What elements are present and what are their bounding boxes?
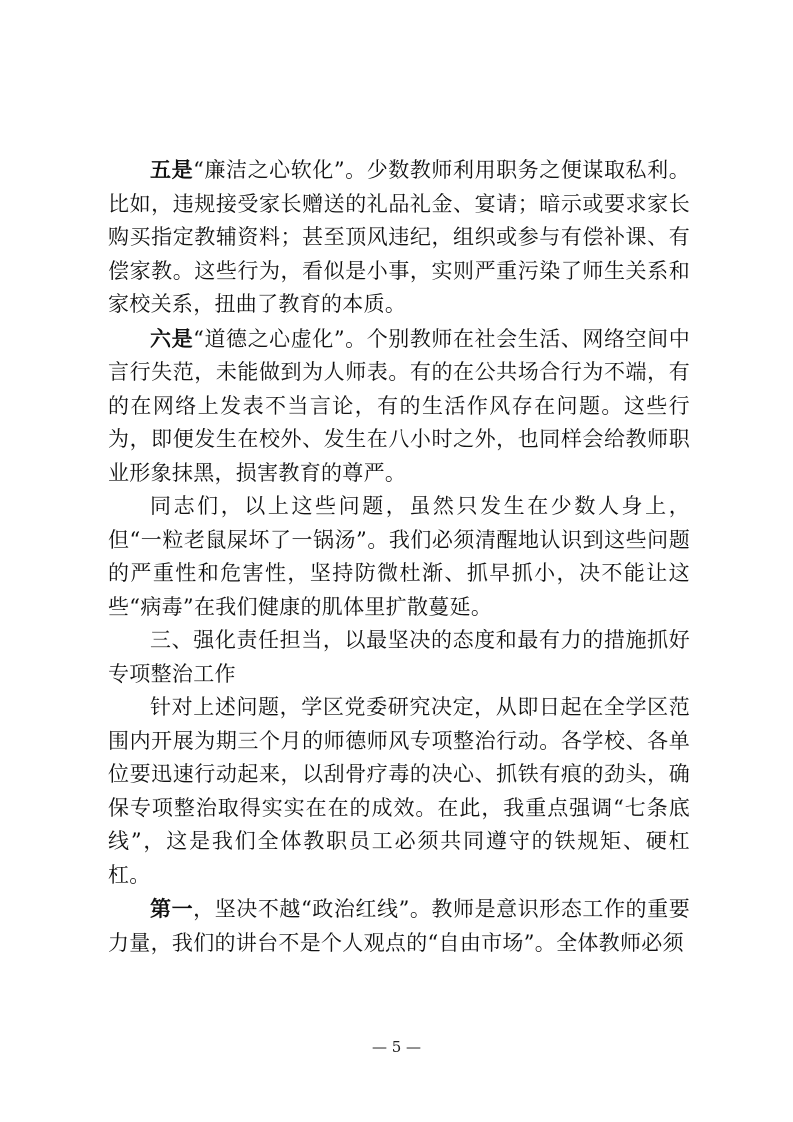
page-number: — 5 — — [371, 1038, 422, 1056]
paragraph-decision: 针对上述问题，学区党委研究决定，从即日起在全学区范围内开展为期三个月的师德师风专项整治行动。各学校、各单位要迅速行动起来，以刮骨疗毒的决心、抓铁有痕的劲头，确保专项整治取得实实在在的成效。在此，我重点强调“七条底线”，这是我们全体教职员工必须共同遵守的铁规矩、硬杠杠。 — [108, 695, 690, 887]
paragraph-lead: 第一 — [150, 896, 194, 921]
paragraph-text: “道德之心虚化”。个别教师在社会生活、网络空间中言行失范，未能做到为人师表。有的在公共场合行为不端，有的在网络上发表不当言论，有的生活作风存在问题。这些行为，即便发生在校外、发生在八小时之外，也同样会给教师职业形象抹黑，损害教育的尊严。 — [108, 326, 690, 485]
paragraph-morality — [108, 322, 690, 491]
paragraph-lead: 六是 — [150, 325, 194, 351]
paragraph-comrades: 同志们，以上这些问题，虽然只发生在少数人身上，但“一粒老鼠屎坏了一锅汤”。我们必须清醒地认识到这些问题的严重性和危害性，坚持防微杜渐、抓早抓小，决不能让这些“病毒”在我们健康的肌体里扩散蔓延。 — [108, 494, 690, 619]
paragraph-first-redline — [108, 892, 690, 960]
section-heading: 三、强化责任担当，以最坚决的态度和最有力的措施抓好专项整治工作 — [108, 628, 690, 686]
paragraph-text: ，坚决不越“政治红线”。教师是意识形态工作的重要力量，我们的讲台不是个人观点的“自由市场”。全体教师必须 — [108, 897, 690, 955]
paragraph-lead: 五是 — [150, 157, 194, 182]
paragraph-integrity — [108, 153, 690, 322]
document-body — [108, 153, 690, 960]
paragraph-text: “廉洁之心软化”。少数教师利用职务之便谋取私利。比如，违规接受家长赠送的礼品礼金、宴请；暗示或要求家长购买指定教辅资料；甚至顶风违纪，组织或参与有偿补课、有偿家教。这些行为，看似是小事，实则严重污染了师生关系和家校关系，扭曲了教育的本质。 — [108, 158, 690, 316]
